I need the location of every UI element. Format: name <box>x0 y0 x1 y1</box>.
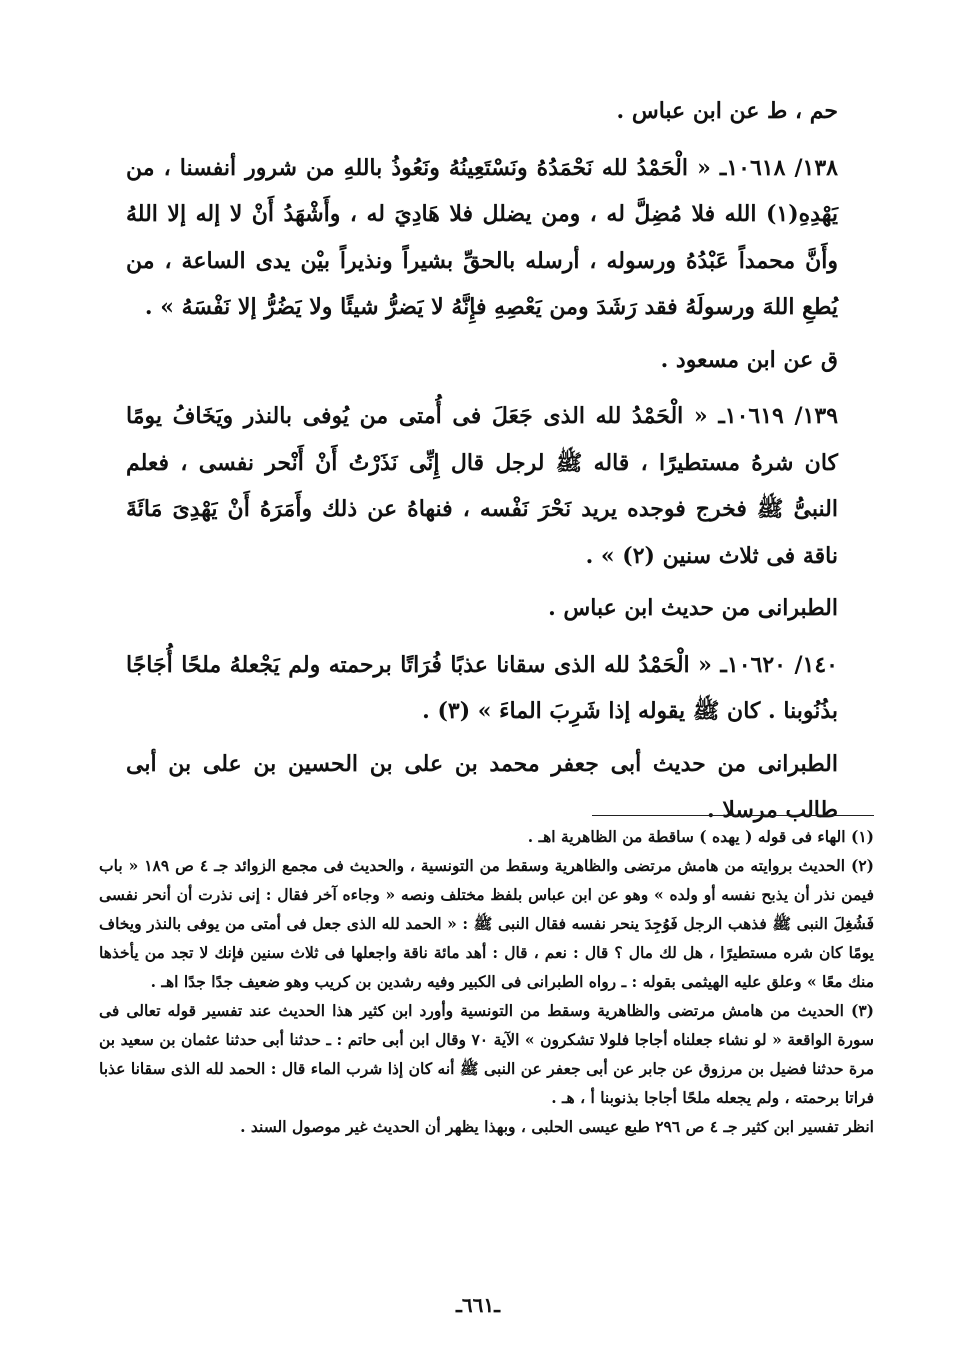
footnote-1: (١) الهاء فى قوله ( يهده ) ساقطة من الظاهرية اهـ . <box>527 827 874 846</box>
footnote-3: (٣) الحديث من هامش مرتضى والظاهرية وسقط من التونسية وأورد ابن كثير هذا الحديث عند تفسير قوله تعالى فى سورة الواقعة « لو نشاء جعلناه أجاجا فلولا تشكرون » الآية ٧٠ وقال ابن أبى حاتم : ـ حدثنا أبى حدثنا عثمان بن سعيد بن مرة حدثنا فضيل بن مرزوق عن جابر عن أبى جعفر عن النبى ﷺ أنه كان إذا شرب الماء قال : الحمد لله الذى سقانا عذبا فراتا برحمته ، ولم يجعله ملحًا أجاجا بذنوبنا أ ، هـ . <box>99 1001 874 1107</box>
footnote-separator <box>592 815 874 816</box>
footnote-2: (٢) الحديث بروايته من هامش مرتضى والظاهرية وسقط من التونسية ، والحديث فى مجمع الزوائد جـ ٤ ص ١٨٩ « باب فيمن نذر أن يذبح نفسه أو ولده » وهو عن ابن عباس بلفظ مختلف ونصه « وجاءه آخر فقال : إنى نذرت أن أنحر نفسى فَشُغِلَ النبى ﷺ فذهب الرجل فَوُجِدَ ينحر نفسه فقال النبى ﷺ : « الحمد لله الذى جعل فى أمتى من يوفى بالنذر ويخاف يومًا كان شره مستطيرًا ، هل لك مال ؟ قال : نعم ، قال : أهد مائة ناقة واجعلها فى ثلاث سنين فإنك لا تجد من يأخذها منك معًا » وعلق عليه الهيثمى بقوله : ـ رواه الطبرانى فى الكبير وفيه رشدين بن كريب وهو ضعيف جدًا جدًا اهـ . <box>99 856 874 991</box>
main-text <box>126 88 838 844</box>
source-reference-138: ق عن ابن مسعود . <box>660 346 838 373</box>
page-number: ـ٦٦١ـ <box>456 1293 500 1317</box>
footnotes <box>99 822 874 1141</box>
footnote-3-continuation: انظر تفسير ابن كثير جـ ٤ ص ٢٩٦ طبع عيسى الحلبى ، وبهذا يظهر أن الحديث غير موصول السند . <box>240 1117 874 1136</box>
source-reference-140: الطبرانى من حديث أبى جعفر محمد بن على بن الحسين بن على بن أبى طالب مرسلا . <box>126 750 838 823</box>
hadith-139: ١٣٩/ ١٠٦١٩ـ « الْحَمْدُ لله الذى جَعَلَ فى أُمتى من يُوفى بالنذر ويَخَافُ يومًا كان شرهُ مستطيرًا ، قاله ﷺ لرجل قال إِنِّى نَذَرْتُ أَنْ أَنْحر نفسى ، فعلم النبىُّ ﷺ فخرج فوجده يريد نَحْرَ نَفْسه ، فنهاهُ عن ذلك وأَمَرَهُ أَنْ يَهْدِىَ مَائَةَ ناقة فى ثلاث سنين (٢) » . <box>126 403 839 569</box>
hadith-138: ١٣٨/ ١٠٦١٨ـ « الْحَمْدُ لله نَحْمَدُهُ ونَسْتَعِينُهُ ونَعُوذُ باللهِ من شرور أنفسنا ، من يَهْدِهِ(١) الله فلا مُضِلَّ له ، ومن يضلل فلا هَادِيَ له ، وأَشْهَدُ أَنْ لا إله إلا اللهُ وأَنَّ محمداً عَبْدُهُ ورسوله ، أرسله بالحقِّ بشيراً ونذيراً بيْن يدى الساعة ، من يُطعِ اللهَ ورسولَهُ فقد رَشَدَ ومن يَعْصِهِ فإِنَّهُ لا يَضرُّ شيئًا ولا يَضُرُّ إلا نَفْسَهُ » . <box>126 154 838 320</box>
source-reference-139: الطبرانى من حديث ابن عباس . <box>548 595 838 621</box>
source-reference-top: حم ، ط عن ابن عباس . <box>616 98 838 124</box>
hadith-140: ١٤٠/ ١٠٦٢٠ـ « الْحَمْدُ لله الذى سقانا عذبًا فُرَاتًا برحمته ولم يَجْعلهُ ملحًا أُجَاجًا بذُنُوبنا . كان ﷺ يقوله إذا شَرِبَ الماءَ » (٣) . <box>126 651 838 724</box>
